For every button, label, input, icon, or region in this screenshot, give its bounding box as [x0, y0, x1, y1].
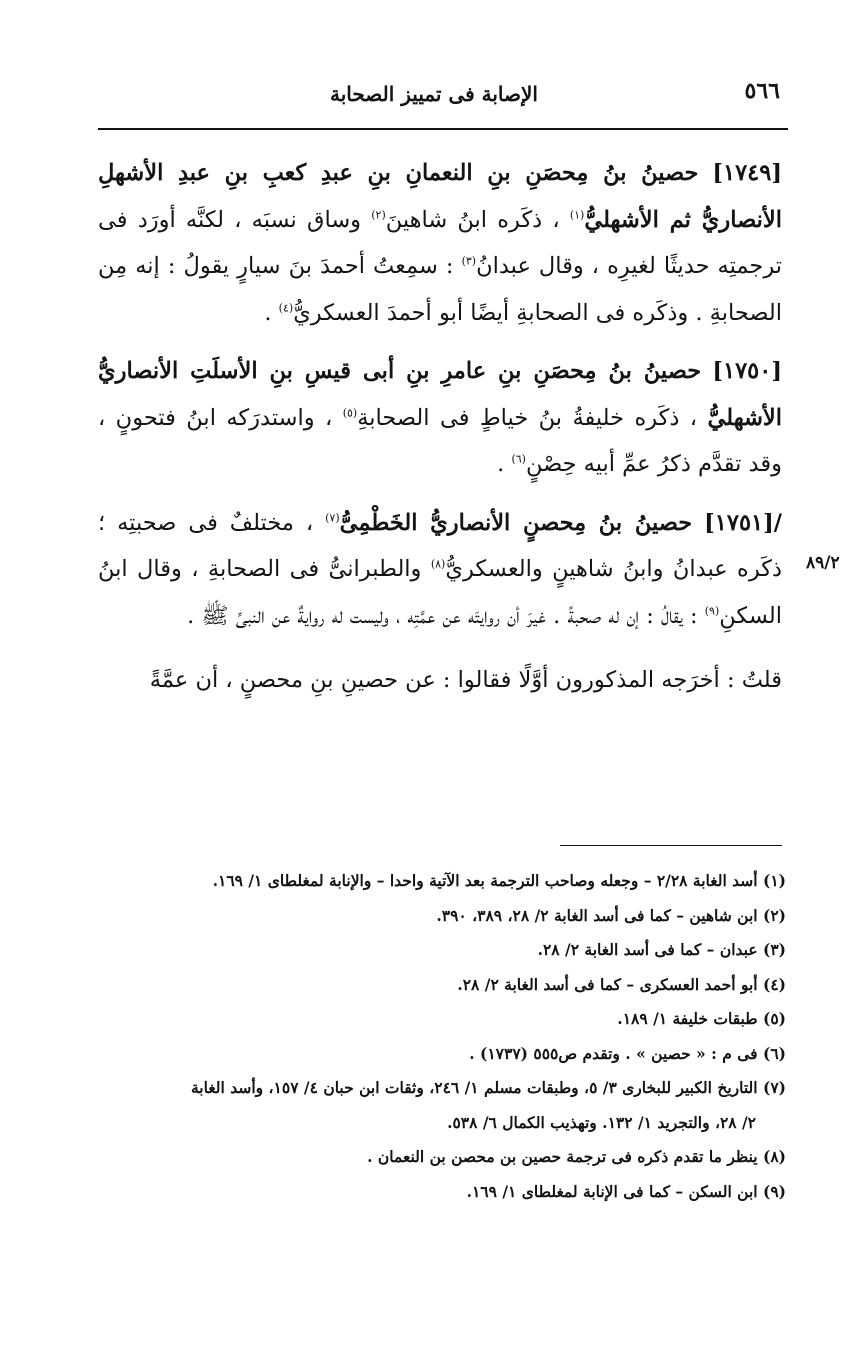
footnote-text: التاريخ الكبير للبخارى ٣/ ٥، وطبقات مسلم ١/ ٢٤٦، وثقات ابن حبان ٤/ ١٥٧، وأسد الغابة	[190, 1078, 758, 1097]
footnote	[110, 1140, 786, 1175]
footnote-number: (٥)	[762, 1009, 786, 1028]
footnote-rule	[560, 845, 782, 846]
footnote-ref: (٣)	[461, 254, 477, 268]
entry-text: وساق نسبَه ، لكنَّه أورَد فى ترجمتِه حديثًا لغيرِه ، وقال عبدانُ	[98, 206, 783, 279]
entry-text: : يقالُ : إن له صحبةً . غيرَ أن روايتَه عن عمَّتِه ، وليست له روايةٌ عن النبىِّ ﷺ .	[187, 602, 698, 629]
entry-1750	[98, 348, 782, 488]
entry-number: [١٧٥٠]	[712, 358, 783, 384]
closing-paragraph: قلتُ : أخرَجه المذكورون أوَّلًا فقالوا : عن حصينِ بنِ محصنٍ ، أن عمَّةً	[149, 667, 782, 693]
header-rule	[98, 128, 788, 130]
entry-text: .	[497, 451, 505, 477]
footnote	[110, 968, 786, 1003]
entry-heading: حصينُ بنُ مِحصَنِ بنِ النعمانِ بنِ عبدِ كعبِ بنِ عبدِ الأشهلِ الأنصاريُّ ثم الأشهليُّ	[98, 160, 782, 233]
page-header	[98, 76, 788, 112]
footnote-number: (٣)	[762, 940, 786, 959]
footnote	[110, 864, 786, 899]
footnote-text: أسد الغابة ٢/٢٨ – وجعله وصاحب الترجمة بعد الآتية واحدا – والإنابة لمغلطاى ١/ ١٦٩.	[212, 871, 758, 890]
footnotes	[110, 864, 786, 1209]
footnote-ref: (٤)	[278, 301, 294, 314]
footnote-text: فى م : « حصين » . وتقدم ص٥٥٥ (١٧٣٧) .	[469, 1043, 758, 1063]
footnote-ref: (٢)	[371, 208, 386, 221]
entry-text: ، مختلفٌ فى صحبتِه ؛ ذكَره عبدانُ وابنُ شاهينٍ والعسكريُّ	[98, 509, 782, 582]
footnote	[110, 1037, 786, 1072]
entry-1749	[98, 150, 782, 336]
footnote-number: (٢)	[762, 905, 786, 925]
main-text	[98, 150, 782, 704]
footnote-ref: (٨)	[430, 557, 446, 571]
footnote-text: ابن شاهين – كما فى أسد الغابة ٢/ ٢٨، ٣٨٩، ٣٩٠.	[436, 905, 758, 925]
entry-1751	[98, 500, 782, 640]
running-title: الإصابة فى تمييز الصحابة	[330, 82, 538, 106]
footnote	[110, 1002, 786, 1037]
entry-text: ، ذكَره ابنُ شاهينَ	[385, 206, 560, 233]
footnote-ref: (١)	[569, 208, 585, 221]
margin-volume-mark: ٨٩/٢	[806, 553, 840, 573]
footnote-ref: (٧)	[325, 511, 340, 524]
entry-text: والطبرانىُّ فى الصحابةِ ، وقال ابنُ السكنِ	[98, 556, 782, 629]
footnote-text: طبقات خليفة ١/ ١٨٩.	[617, 1009, 758, 1028]
footnote-number: (١)	[762, 871, 786, 890]
entry-text: ، ذكَره خليفةُ بنُ خياطٍ فى الصحابةِ	[357, 404, 698, 431]
entry-number: /[١٧٥١]	[704, 509, 783, 536]
footnote-ref: (٩)	[704, 604, 720, 617]
entry-text: .	[264, 299, 272, 326]
footnote-text: أبو أحمد العسكرى – كما فى أسد الغابة ٢/ ٢٨.	[457, 974, 758, 994]
footnote-number: (٤)	[762, 974, 786, 994]
entry-heading: حصينُ بنُ مِحصَنِ بنِ عامرِ بنِ أبى قيسِ بنِ الأسلَتِ الأنصاريُّ الأشهليُّ	[98, 358, 783, 431]
footnote-text: عبدان – كما فى أسد الغابة ٢/ ٢٨.	[537, 940, 758, 959]
footnote	[110, 1175, 786, 1210]
footnote	[110, 899, 786, 934]
footnote-continuation: ٢/ ٢٨، والتجريد ١/ ١٣٢. وتهذيب الكمال ٦/ ٥٣٨.	[447, 1112, 756, 1132]
entry-heading: حصينُ بنُ مِحصنٍ الأنصاريُّ الخَطْمِىُّ	[339, 509, 693, 536]
footnote-number: (٧)	[762, 1078, 786, 1097]
footnote	[110, 1071, 786, 1140]
entry-number: [١٧٤٩]	[712, 160, 783, 186]
footnote-number: (٦)	[762, 1043, 786, 1063]
entry-text: : سمِعتُ أحمدَ بنَ سيارٍ يقولُ : إنه مِن الصحابةِ . وذكَره فى الصحابةِ أيضًا أبو أحمدَ العسكريُّ	[98, 253, 782, 326]
page-number: ٥٦٦	[744, 78, 780, 104]
footnote-text: ينظر ما تقدم ذكره فى ترجمة حصين بن محصن بن النعمان .	[367, 1147, 758, 1166]
footnote-ref: (٥)	[342, 406, 358, 419]
footnote-number: (٨)	[762, 1147, 786, 1166]
footnote-text: ابن السكن – كما فى الإنابة لمغلطاى ١/ ١٦٩.	[466, 1181, 758, 1201]
footnote-ref: (٦)	[511, 452, 526, 466]
entry-text: ، واستدرَكه ابنُ فتحونٍ ، وقد تقدَّم ذكرُ عمِّ أبيه حِصْنٍ	[98, 404, 782, 477]
footnote	[110, 933, 786, 968]
footnote-number: (٩)	[762, 1181, 786, 1201]
